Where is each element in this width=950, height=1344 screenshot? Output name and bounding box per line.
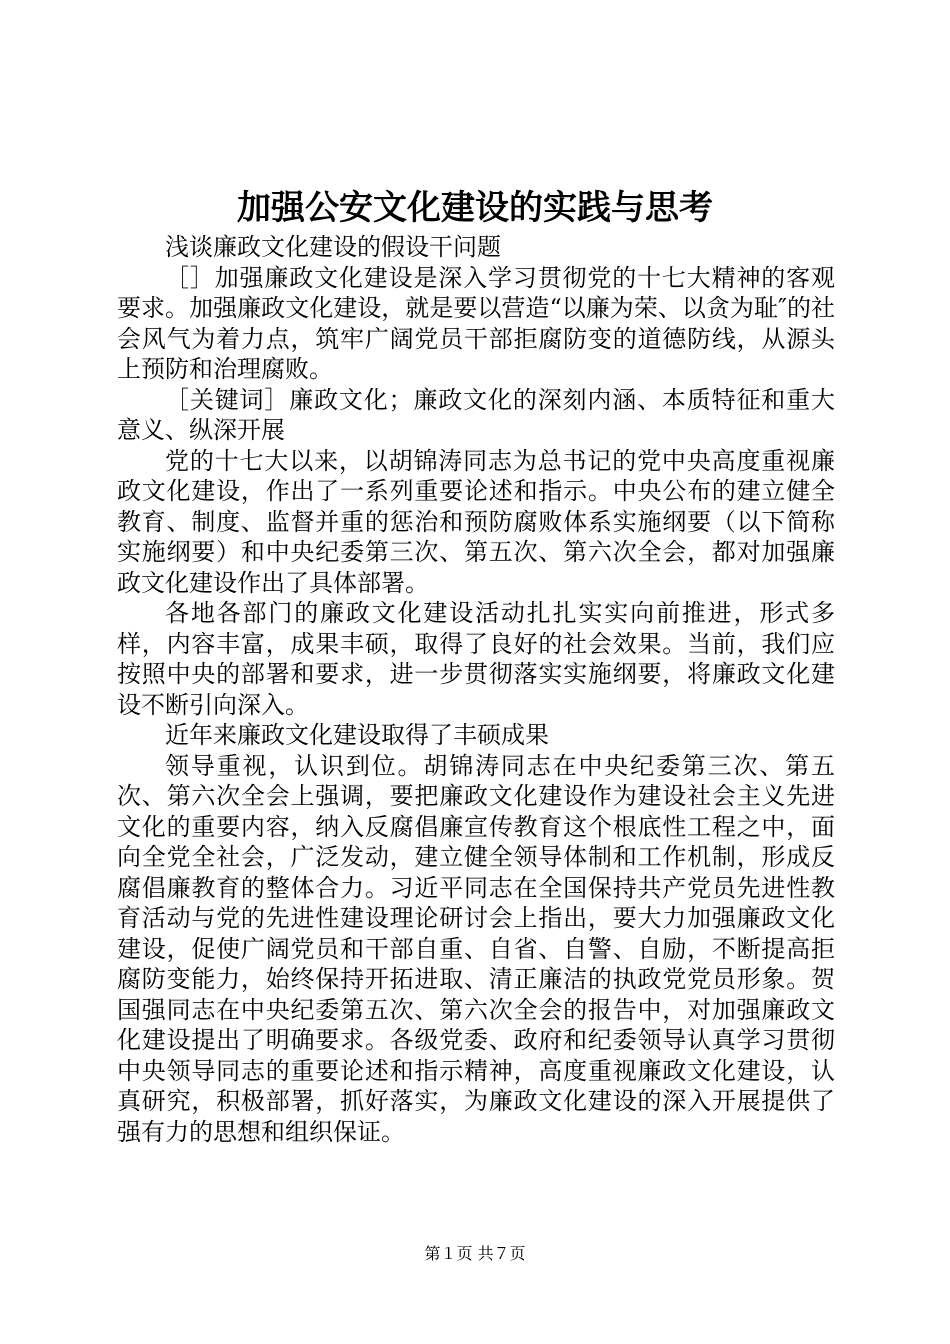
subtitle-paragraph: 浅谈廉政文化建设的假设干问题 bbox=[165, 233, 501, 261]
keywords-paragraph: ［关键词］廉政文化；廉政文化的深刻内涵、本质特征和重大意义、纵深开展 bbox=[117, 385, 835, 444]
body-paragraph: 党的十七大以来，以胡锦涛同志为总书记的党中央高度重视廉政文化建设，作出了一系列重要论述和指示。中央公布的建立健全教育、制度、监督并重的惩治和预防腐败体系实施纲要（以下简称实施纲要）和中央纪委第三次、第五次、第六次全会，都对加强廉政文化建设作出了具体部署。 bbox=[117, 446, 835, 597]
body-paragraph: 各地各部门的廉政文化建设活动扎扎实实向前推进，形式多样，内容丰富，成果丰硕，取得了良好的社会效果。当前，我们应按照中央的部署和要求，进一步贯彻落实实施纲要，将廉政文化建设不断引向深入。 bbox=[117, 599, 835, 719]
page-number-footer: 第１页 共７页 bbox=[424, 1244, 526, 1263]
abstract-paragraph: ［］加强廉政文化建设是深入学习贯彻党的十七大精神的客观要求。加强廉政文化建设，就是要以营造“以廉为荣、以贪为耻″的社会风气为着力点，筑牢广阔党员干部拒腐防变的道德防线，从源头上预防和治理腐败。 bbox=[117, 263, 835, 383]
body-paragraph: 领导重视，认识到位。胡锦涛同志在中央纪委第三次、第五次、第六次全会上强调，要把廉政文化建设作为建设社会主义先进文化的重要内容，纳入反腐倡廉宣传教育这个根底性工程之中，面向全党全社会，广泛发动，建立健全领导体制和工作机制，形成反腐倡廉教育的整体合力。习近平同志在全国保持共产党员先进性教育活动与党的先进性建设理论研讨会上指出，要大力加强廉政文化建设，促使广阔党员和干部自重、自省、自警、自励，不断提高拒腐防变能力，始终保持开拓进取、清正廉洁的执政党党员形象。贺国强同志在中央纪委第五次、第六次全会的报告中，对加强廉政文化建设提出了明确要求。各级党委、政府和纪委领导认真学习贯彻中央领导同志的重要论述和指示精神，高度重视廉政文化建设，认真研究，积极部署，抓好落实，为廉政文化建设的深入开展提供了强有力的思想和组织保证。 bbox=[117, 751, 835, 1146]
section-heading: 近年来廉政文化建设取得了丰硕成果 bbox=[165, 721, 549, 749]
document-title: 加强公安文化建设的实践与思考 bbox=[237, 188, 713, 228]
document-body bbox=[117, 232, 835, 1147]
